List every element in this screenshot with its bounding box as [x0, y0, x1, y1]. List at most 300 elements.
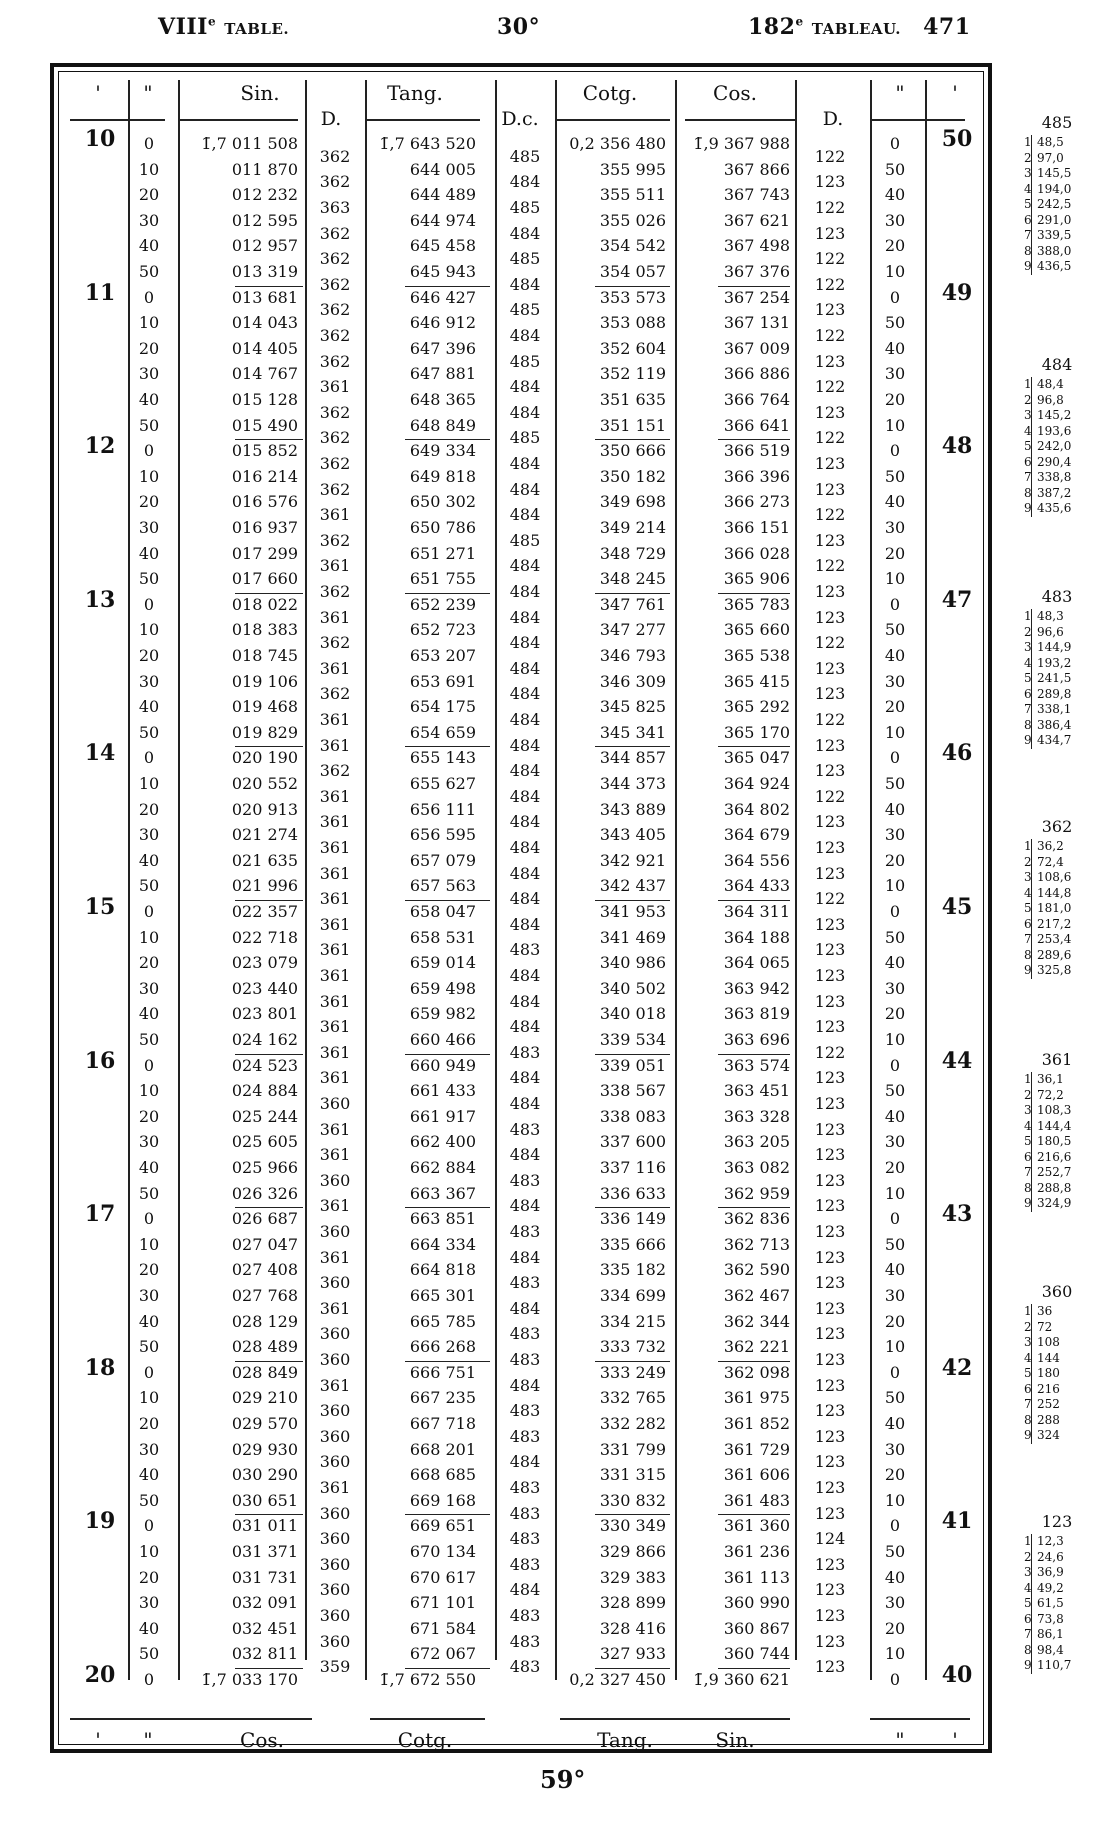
- tan-value: 648 849: [409, 415, 476, 435]
- cot-value: 341 953: [599, 902, 666, 921]
- seconds-cell: 0: [143, 1516, 155, 1536]
- sin-difference: 361: [319, 966, 351, 985]
- cos-difference: 122: [814, 1042, 846, 1062]
- seconds-right-cell: 20: [884, 390, 906, 409]
- tan-value: 647 396: [409, 338, 476, 358]
- sin-difference: 362: [319, 351, 351, 371]
- seconds-cell: 0: [143, 1055, 155, 1075]
- seconds-cell: 0: [143, 594, 155, 614]
- tan-value: 659 498: [409, 978, 476, 998]
- cos-difference: 123: [814, 223, 846, 243]
- seconds-cell: 40: [138, 1158, 160, 1177]
- seconds-cell: 50: [138, 415, 160, 435]
- common-difference: 483: [509, 1657, 541, 1677]
- seconds-right-cell: 40: [884, 185, 906, 205]
- proportional-digit: 7: [1024, 702, 1032, 716]
- proportional-parts-row: [1024, 640, 1089, 656]
- proportional-digit: 7: [1024, 228, 1032, 242]
- tan-value: 657 079: [409, 850, 476, 870]
- cos-difference: 122: [814, 889, 846, 909]
- cot-value: 341 469: [599, 927, 666, 947]
- sin-value: 017 299: [231, 543, 298, 563]
- cos-difference: 123: [814, 838, 846, 857]
- proportional-digit: 4: [1024, 885, 1032, 900]
- tan-value: 667 718: [409, 1414, 476, 1433]
- cot-value: 0,2 356 480: [569, 134, 666, 153]
- sin-difference: 361: [319, 607, 351, 627]
- common-difference: 484: [509, 377, 541, 397]
- seconds-cell: 0: [143, 902, 155, 921]
- proportional-parts-row: [1024, 1611, 1089, 1628]
- proportional-digit: 9: [1024, 1428, 1032, 1442]
- proportional-digit: 5: [1024, 901, 1032, 915]
- cos-value: 365 047: [723, 748, 790, 768]
- proportional-digit: 7: [1024, 1627, 1032, 1641]
- sin-difference: 361: [319, 812, 351, 832]
- sin-difference: 361: [319, 786, 351, 806]
- common-difference: 484: [509, 326, 541, 345]
- sin-difference: 360: [319, 1350, 351, 1369]
- minute-rule: [718, 593, 790, 594]
- tan-value: 646 427: [409, 287, 476, 307]
- cos-difference: 123: [814, 1170, 846, 1190]
- cos-value: 362 098: [723, 1362, 790, 1382]
- cot-value: 339 534: [599, 1030, 666, 1049]
- common-difference: 484: [509, 838, 541, 857]
- tan-value: 647 881: [409, 364, 476, 384]
- cos-value: 363 082: [723, 1158, 790, 1177]
- column-header: D.: [822, 108, 844, 130]
- cos-value: 361 360: [723, 1516, 790, 1536]
- column-header: Cos.: [713, 81, 757, 105]
- minute-rule: [595, 439, 670, 440]
- cot-value: 353 088: [599, 313, 666, 333]
- proportional-value: 289,6: [1037, 947, 1072, 962]
- proportional-digit: 9: [1024, 1196, 1032, 1210]
- proportional-parts-row: [1024, 916, 1089, 933]
- proportional-parts-row: [1024, 854, 1089, 871]
- minute-rule: [235, 1207, 303, 1208]
- cos-difference: 122: [814, 633, 846, 653]
- cos-value: 367 621: [723, 210, 790, 230]
- proportional-parts-group: [1025, 113, 1089, 275]
- cot-value: 334 699: [599, 1286, 666, 1305]
- sin-difference: 361: [319, 1196, 351, 1216]
- minute-rule: [405, 286, 490, 287]
- tan-value: 666 268: [409, 1337, 476, 1357]
- proportional-parts-row: [1024, 1072, 1089, 1088]
- seconds-cell: 20: [138, 1106, 160, 1126]
- common-difference: 484: [509, 1017, 541, 1037]
- sin-value: 021 635: [231, 850, 298, 870]
- column-footer: Cos.: [240, 1728, 284, 1752]
- sin-difference: 361: [319, 735, 351, 755]
- seconds-right-cell: 0: [889, 1055, 901, 1075]
- sin-difference: 362: [319, 761, 351, 781]
- common-difference: 484: [509, 710, 541, 729]
- cos-difference: 123: [814, 1247, 846, 1267]
- seconds-right-cell: 50: [884, 1081, 906, 1101]
- proportional-parts-row: [1024, 870, 1089, 886]
- common-difference: 485: [509, 428, 541, 448]
- cos-value: 367 743: [723, 185, 790, 205]
- minute-label-right: 43: [941, 1201, 973, 1228]
- tan-value: 645 458: [409, 236, 476, 256]
- seconds-cell: 40: [138, 1465, 160, 1485]
- seconds-cell: 10: [138, 1542, 160, 1561]
- proportional-value: 338,1: [1037, 702, 1072, 716]
- cos-difference: 123: [814, 1298, 846, 1318]
- column-rule: [495, 80, 497, 1660]
- proportional-parts-row: [1024, 624, 1089, 641]
- tan-value: 655 627: [409, 774, 476, 793]
- seconds-cell: 0: [143, 287, 155, 307]
- common-difference: 483: [509, 1401, 541, 1421]
- proportional-parts-row: [1024, 454, 1089, 471]
- seconds-cell: 10: [138, 620, 160, 640]
- seconds-right-cell: 20: [884, 1158, 906, 1177]
- cos-value: 366 764: [723, 390, 790, 409]
- seconds-right-cell: 50: [884, 466, 906, 486]
- proportional-parts-title: 361: [1041, 1050, 1073, 1069]
- minute-rule: [718, 439, 790, 440]
- cot-value: 337 600: [599, 1132, 666, 1152]
- proportional-value: 24,6: [1037, 1549, 1064, 1564]
- proportional-digit: 7: [1024, 932, 1032, 946]
- column-rule: [555, 80, 557, 1680]
- seconds-right-cell: 30: [884, 671, 906, 691]
- cos-difference: 123: [814, 1554, 846, 1574]
- tan-value: 665 301: [409, 1286, 476, 1305]
- cos-value: 366 028: [723, 543, 790, 563]
- seconds-right-cell: 10: [884, 569, 906, 589]
- seconds-right-cell: 10: [884, 876, 906, 896]
- seconds-cell: 30: [138, 978, 160, 998]
- footer-rule: [870, 1718, 970, 1720]
- seconds-cell: 40: [138, 236, 160, 256]
- minute-rule: [718, 1668, 790, 1669]
- proportional-value: 144,9: [1037, 640, 1072, 654]
- proportional-parts-row: [1024, 485, 1089, 502]
- cot-value: 333 732: [599, 1337, 666, 1357]
- sin-value: 028 129: [231, 1311, 298, 1331]
- tan-value: 667 235: [409, 1388, 476, 1408]
- sin-difference: 362: [319, 530, 351, 550]
- sin-value: 027 408: [231, 1260, 298, 1280]
- tan-value: 670 134: [409, 1542, 476, 1561]
- tan-value: 671 101: [409, 1593, 476, 1613]
- sin-value: 030 651: [231, 1490, 298, 1510]
- proportional-digit: 9: [1024, 259, 1032, 273]
- cot-value: 340 502: [599, 978, 666, 998]
- common-difference: 485: [509, 249, 541, 269]
- cos-difference: 123: [814, 1196, 846, 1216]
- seconds-cell: 50: [138, 1644, 160, 1664]
- cos-value: 364 433: [723, 876, 790, 896]
- cos-difference: 123: [814, 684, 846, 704]
- cos-value: 363 696: [723, 1030, 790, 1049]
- proportional-value: 217,2: [1037, 916, 1072, 931]
- proportional-digit: 1: [1024, 377, 1032, 391]
- proportional-parts-title: 123: [1041, 1512, 1073, 1531]
- proportional-digit: 3: [1024, 640, 1032, 654]
- cot-value: 331 315: [599, 1465, 666, 1485]
- cot-value: 333 249: [599, 1362, 666, 1382]
- cos-value: 364 188: [723, 927, 790, 947]
- cos-difference: 122: [814, 505, 846, 525]
- proportional-parts-row: [1024, 1534, 1089, 1550]
- proportional-digit: 2: [1024, 1549, 1032, 1564]
- proportional-parts-row: [1024, 932, 1089, 948]
- proportional-value: 108: [1037, 1335, 1060, 1349]
- cos-value: 367 254: [723, 287, 790, 307]
- proportional-parts-row: [1024, 439, 1089, 455]
- cot-value: 353 573: [599, 287, 666, 307]
- footer-angle: 59°: [540, 1765, 586, 1794]
- minute-label-right: 44: [941, 1047, 973, 1074]
- minute-rule: [718, 746, 790, 747]
- proportional-parts-title: 484: [1041, 355, 1073, 374]
- proportional-value: 434,7: [1037, 733, 1072, 747]
- proportional-parts-row: [1024, 243, 1089, 260]
- minute-label-right: 41: [941, 1508, 973, 1535]
- minute-rule: [235, 593, 303, 594]
- cos-difference: 123: [814, 1503, 846, 1523]
- sin-difference: 361: [319, 658, 351, 678]
- sin-difference: 361: [319, 1145, 351, 1165]
- proportional-digit: 1: [1024, 609, 1032, 623]
- cos-value: 362 590: [723, 1260, 790, 1280]
- proportional-value: 48,4: [1037, 377, 1064, 391]
- proportional-value: 144: [1037, 1350, 1060, 1365]
- proportional-digit: 1: [1024, 1304, 1032, 1318]
- common-difference: 483: [509, 1170, 541, 1190]
- proportional-value: 145,2: [1037, 408, 1072, 422]
- common-difference: 485: [509, 351, 541, 371]
- footer-rule: [560, 1718, 790, 1720]
- sin-difference: 362: [319, 402, 351, 422]
- proportional-value: 36,9: [1037, 1565, 1064, 1579]
- cos-difference: 123: [814, 402, 846, 422]
- cot-value: 355 511: [599, 185, 666, 205]
- sin-value: 018 745: [231, 646, 298, 665]
- seconds-right-cell: 30: [884, 364, 906, 384]
- seconds-right-cell: 50: [884, 774, 906, 793]
- seconds-cell: 50: [138, 1030, 160, 1049]
- seconds-cell: 20: [138, 1414, 160, 1433]
- proportional-digit: 6: [1024, 454, 1032, 469]
- proportional-parts-row: [1024, 423, 1089, 440]
- tan-value: 652 723: [409, 620, 476, 640]
- sin-difference: 362: [319, 326, 351, 345]
- proportional-digit: 4: [1024, 1350, 1032, 1365]
- sin-value: 029 930: [231, 1439, 298, 1459]
- cot-value: 338 083: [599, 1106, 666, 1126]
- cos-value: 1̄,9 367 988: [693, 134, 790, 153]
- cos-difference: 122: [814, 428, 846, 448]
- proportional-parts-row: [1024, 1397, 1089, 1413]
- cos-difference: 123: [814, 300, 846, 320]
- proportional-digit: 3: [1024, 1565, 1032, 1579]
- seconds-cell: 20: [138, 646, 160, 665]
- minute-label: 13: [84, 586, 116, 613]
- header-left-sup: e: [207, 14, 217, 29]
- cos-difference: 123: [814, 1478, 846, 1497]
- cos-value: 365 538: [723, 646, 790, 665]
- cos-difference: 123: [814, 761, 846, 781]
- proportional-digit: 2: [1024, 150, 1032, 165]
- cot-value: 337 116: [599, 1158, 666, 1177]
- proportional-value: 36: [1037, 1304, 1053, 1318]
- column-footer: ": [895, 1728, 905, 1752]
- seconds-right-cell: 10: [884, 1337, 906, 1357]
- minute-label-right: 48: [941, 433, 973, 460]
- seconds-cell: 30: [138, 210, 160, 230]
- proportional-parts-row: [1024, 1118, 1089, 1135]
- seconds-cell: 20: [138, 953, 160, 973]
- sin-value: 015 852: [231, 441, 298, 461]
- header-left-label: TABLE.: [224, 20, 290, 38]
- cos-difference: 122: [814, 556, 846, 576]
- proportional-value: 193,6: [1037, 423, 1072, 438]
- seconds-right-cell: 40: [884, 1106, 906, 1126]
- proportional-parts-row: [1024, 1149, 1089, 1166]
- column-header: Sin.: [240, 81, 280, 105]
- cot-value: 334 215: [599, 1311, 666, 1331]
- tan-value: 659 014: [409, 953, 476, 973]
- proportional-parts-row: [1024, 1658, 1089, 1674]
- cos-difference: 123: [814, 1375, 846, 1395]
- proportional-parts-row: [1024, 501, 1089, 517]
- tan-value: 663 851: [409, 1209, 476, 1229]
- sin-difference: 360: [319, 1580, 351, 1600]
- column-rule: [870, 80, 872, 1680]
- proportional-digit: 6: [1024, 212, 1032, 227]
- proportional-digit: 2: [1024, 1087, 1032, 1102]
- cos-difference: 123: [814, 735, 846, 755]
- cos-difference: 123: [814, 1401, 846, 1421]
- proportional-value: 288: [1037, 1412, 1060, 1427]
- proportional-digit: 5: [1024, 197, 1032, 211]
- proportional-value: 339,5: [1037, 228, 1072, 242]
- proportional-parts-row: [1024, 1304, 1089, 1320]
- proportional-digit: 6: [1024, 1381, 1032, 1396]
- proportional-digit: 4: [1024, 423, 1032, 438]
- minute-label-right: 49: [941, 279, 973, 306]
- proportional-value: 36,1: [1037, 1072, 1064, 1086]
- minute-rule: [595, 746, 670, 747]
- proportional-parts-row: [1024, 901, 1089, 917]
- footer-rule: [370, 1718, 485, 1720]
- column-footer: Tang.: [597, 1728, 653, 1752]
- sin-value: 032 091: [231, 1593, 298, 1613]
- minute-rule: [235, 1054, 303, 1055]
- tan-value: 671 584: [409, 1618, 476, 1638]
- sin-difference: 362: [319, 633, 351, 653]
- proportional-parts-row: [1024, 1381, 1089, 1398]
- sin-value: 1̄,7 011 508: [201, 134, 298, 153]
- column-header: D.: [320, 108, 342, 130]
- seconds-right-cell: 10: [884, 1183, 906, 1203]
- tan-value: 645 943: [409, 262, 476, 281]
- seconds-right-cell: 50: [884, 1234, 906, 1254]
- sin-value: 031 731: [231, 1567, 298, 1587]
- cos-value: 363 942: [723, 978, 790, 998]
- proportional-value: 12,3: [1037, 1534, 1064, 1548]
- cos-value: 366 519: [723, 441, 790, 461]
- cos-value: 362 221: [723, 1337, 790, 1357]
- minute-label: 18: [84, 1354, 116, 1381]
- seconds-right-cell: 20: [884, 1004, 906, 1024]
- minute-rule: [718, 1514, 790, 1515]
- sin-difference: 362: [319, 300, 351, 320]
- minute-rule: [235, 1361, 303, 1362]
- common-difference: 483: [509, 1119, 541, 1139]
- cos-value: 361 236: [723, 1542, 790, 1561]
- sin-value: 026 326: [231, 1183, 298, 1203]
- tan-value: 1̄,7 672 550: [379, 1670, 476, 1689]
- cos-value: 363 574: [723, 1055, 790, 1075]
- proportional-digit: 5: [1024, 1366, 1032, 1380]
- proportional-digit: 3: [1024, 1103, 1032, 1117]
- column-rule: [365, 80, 367, 1680]
- cot-value: 348 245: [599, 569, 666, 589]
- proportional-value: 48,3: [1037, 609, 1064, 623]
- minute-rule: [595, 900, 670, 901]
- cos-value: 366 151: [723, 518, 790, 537]
- proportional-parts-title: 360: [1041, 1282, 1073, 1301]
- seconds-cell: 40: [138, 390, 160, 409]
- common-difference: 483: [509, 940, 541, 960]
- cos-difference: 123: [814, 1094, 846, 1113]
- seconds-cell: 50: [138, 262, 160, 281]
- proportional-parts-title: 485: [1041, 113, 1073, 132]
- cot-value: 335 666: [599, 1234, 666, 1254]
- sin-value: 025 605: [231, 1132, 298, 1152]
- cos-value: 364 065: [723, 953, 790, 973]
- cos-value: 366 641: [723, 415, 790, 435]
- tan-value: 644 489: [409, 185, 476, 205]
- minute-label-right: 42: [941, 1354, 973, 1381]
- proportional-digit: 6: [1024, 916, 1032, 931]
- proportional-parts-row: [1024, 135, 1089, 151]
- sin-difference: 362: [319, 684, 351, 704]
- proportional-digit: 8: [1024, 243, 1032, 258]
- sin-difference: 362: [319, 274, 351, 294]
- tan-value: 648 365: [409, 390, 476, 409]
- sin-value: 031 011: [231, 1516, 298, 1536]
- proportional-digit: 6: [1024, 686, 1032, 701]
- cos-difference: 122: [814, 326, 846, 345]
- proportional-parts-row: [1024, 1428, 1089, 1444]
- cos-difference: 122: [814, 786, 846, 806]
- sin-value: 019 468: [231, 697, 298, 717]
- header-right-sup: e: [795, 14, 804, 29]
- sin-value: 023 440: [231, 978, 298, 998]
- seconds-right-cell: 0: [889, 287, 901, 307]
- cos-value: 361 606: [723, 1465, 790, 1485]
- proportional-parts-row: [1024, 1596, 1089, 1612]
- common-difference: 484: [509, 889, 541, 909]
- proportional-value: 86,1: [1037, 1627, 1064, 1641]
- sin-value: 024 523: [231, 1055, 298, 1075]
- seconds-cell: 0: [143, 1362, 155, 1382]
- proportional-parts-row: [1024, 1103, 1089, 1119]
- cot-value: 343 405: [599, 825, 666, 845]
- cot-value: 355 995: [599, 159, 666, 179]
- common-difference: 483: [509, 1042, 541, 1062]
- proportional-value: 144,8: [1037, 885, 1072, 900]
